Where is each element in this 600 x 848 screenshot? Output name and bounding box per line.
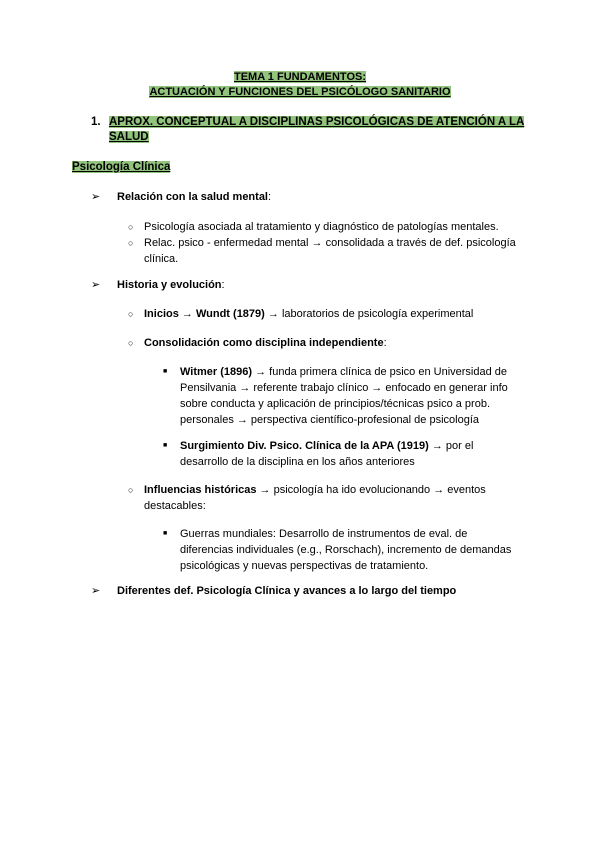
square-bullet-icon: ■ [163, 530, 168, 537]
square-bullet-icon: ■ [163, 442, 168, 449]
circle-bullet-icon: ○ [128, 222, 134, 232]
section-1-heading [91, 115, 525, 143]
arrow-bullet-icon: ➢ [91, 279, 101, 291]
doc-title-line1: TEMA 1 FUNDAMENTOS: [234, 71, 366, 83]
section-number: 1. [91, 116, 101, 128]
circle-bullet-icon: ○ [128, 338, 134, 348]
circle-bullet-icon: ○ [128, 238, 134, 248]
square-bullet-icon: ■ [163, 368, 168, 375]
circle-bullet-icon: ○ [128, 309, 134, 319]
circle-bullet-icon: ○ [128, 485, 134, 495]
document-page: TEMA 1 FUNDAMENTOS: ACTUACIÓN Y FUNCIONES DEL PSICÓLOGO SANITARIO 1. APROX. CONCEPTUAL A DISCIPLINAS PSICOLÓGICAS DE ATENCIÓN A LA SALUD Psicología Clínica ➢ Relación con la salud mental: ○ Psicología asociada al tratamiento y diagnóstico de patologías mentales. ○ Relac. psico - enfermedad mental → consolidada a través de def. psicología clínica. ➢ Historia y evolución: ○ Inicios → Wundt (1879) → laboratorios de psicología experimental ○ Consolidación como disciplina independiente: ■ Witmer (1896) → funda primera clínica de psico en Universidad de Pensilvania → referente trabajo clínico → enfocado en generar info sobre conducta y aplicación de principios/técnicas psico a prob. personales → perspectiva científico-profesional de psicología ■ Surgimiento Div. Psico. Clínica de la APA (1919) → por el desarrollo de la disciplina en los años anteriores ○ Influencias históricas → psicología ha ido evolucionando → eventos destacables: ■ Guerras mundiales: Desarrollo de instrumentos de eval. de diferencias individuales (e.g., Rorschach), incremento de demandas psicológicas y nuevas perspectivas de tratamiento. ➢ Diferentes def. Psicología Clínica y avances a lo largo del tiempo [0, 0, 600, 848]
arrow-bullet-icon: ➢ [91, 191, 101, 203]
subheading-psicologia-clinica: Psicología Clínica [72, 161, 171, 173]
doc-title-line2: ACTUACIÓN Y FUNCIONES DEL PSICÓLOGO SANITARIO [149, 86, 451, 98]
section-heading-line1: APROX. CONCEPTUAL A DISCIPLINAS PSICOLÓGICAS DE ATENCIÓN A LA [109, 116, 525, 128]
arrow-bullet-icon: ➢ [91, 585, 101, 597]
section-heading-line2: SALUD [109, 131, 149, 143]
